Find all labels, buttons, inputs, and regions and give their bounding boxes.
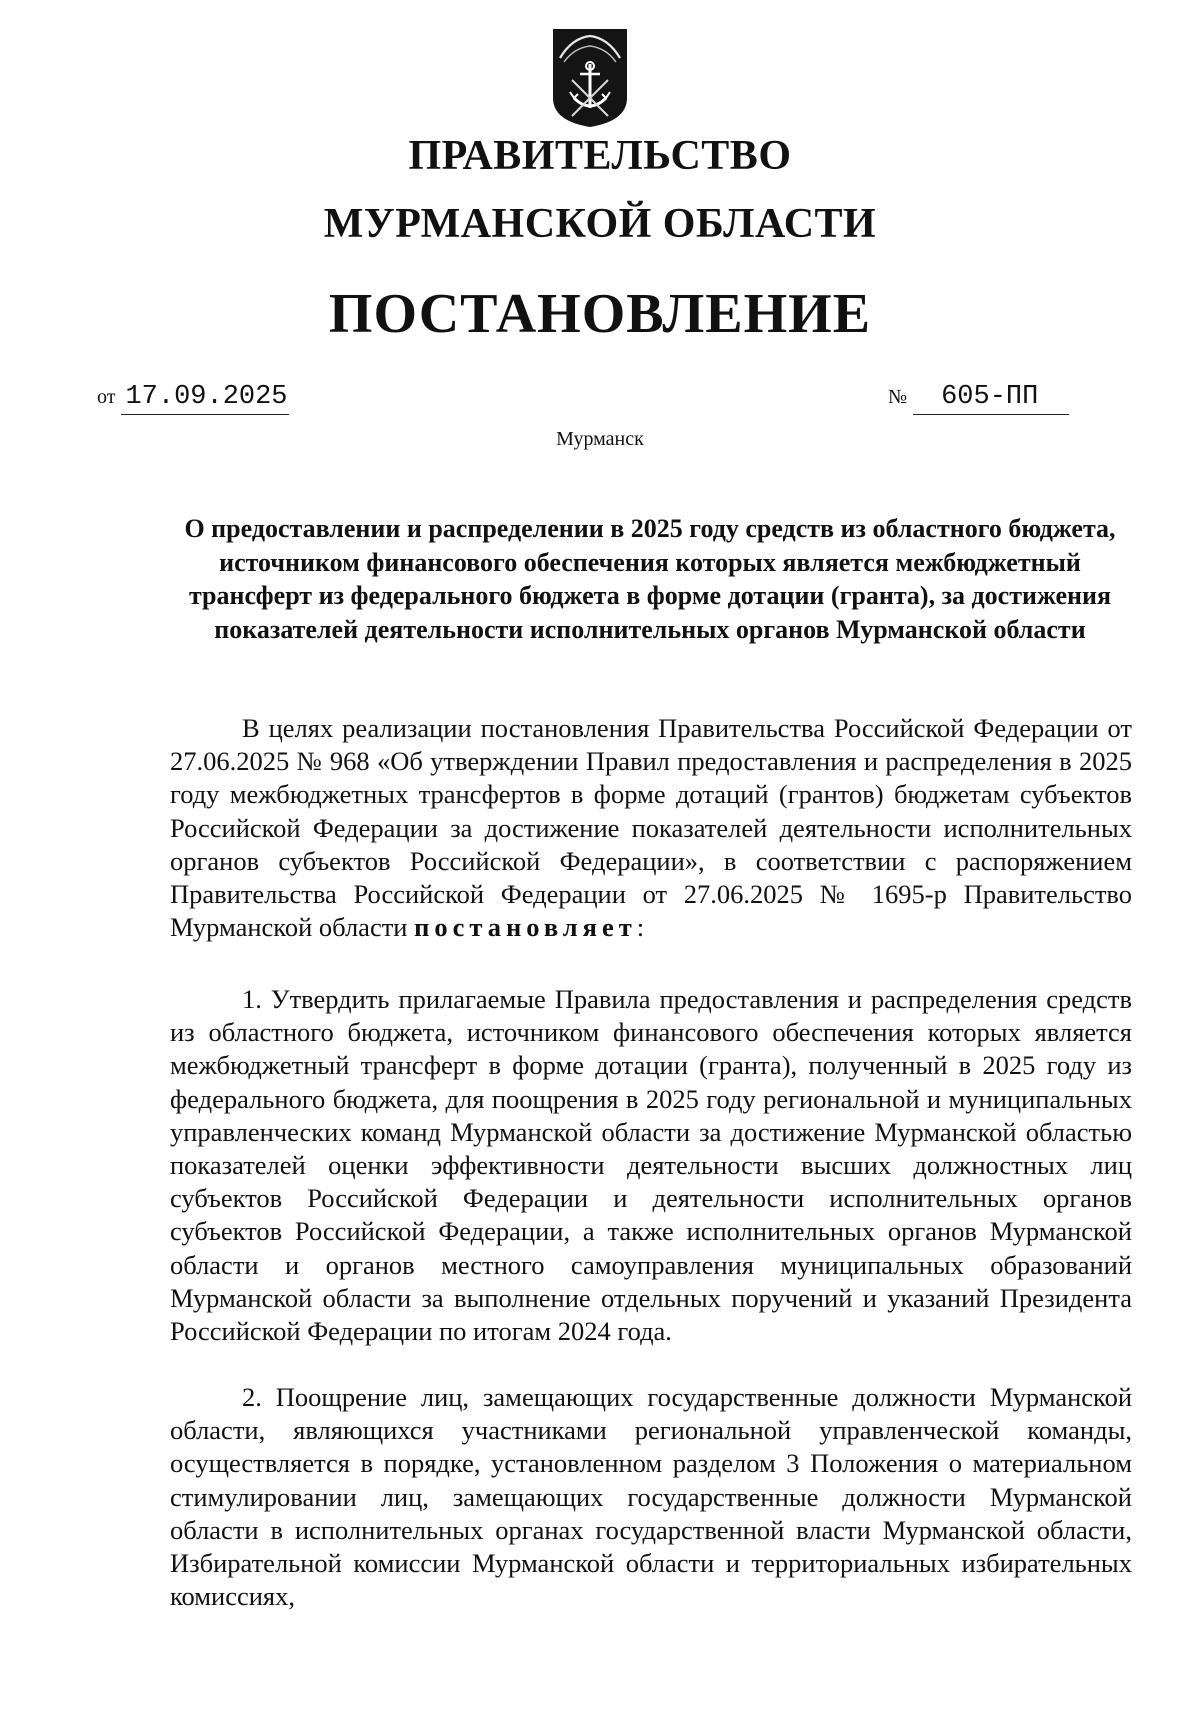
item-1-paragraph	[170, 983, 1132, 1348]
murmansk-coat-of-arms-icon	[552, 28, 628, 128]
document-type: ПОСТАНОВЛЕНИЕ	[328, 283, 872, 345]
date-prefix: от	[97, 386, 116, 408]
item-2-text: 2. Поощрение лиц, замещающих государственные должности Мурманской области, являющихся участниками региональной управленческой команды, осуществляется в порядке, установленном разделом 3 Положения о материальном стимулировании лиц, замещающих государственные должности Мурманской области в исполнительных органах государственной власти Мурманской области, Избирательной комиссии Мурманской области и территориальных избирательных комиссиях,	[170, 1382, 1132, 1612]
organization-name-line2: МУРМАНСКОЙ ОБЛАСТИ	[323, 201, 877, 247]
document-city: Мурманск	[556, 428, 644, 450]
organization-name-line1: ПРАВИТЕЛЬСТВО	[408, 133, 792, 179]
preamble-paragraph	[170, 712, 1132, 944]
number-prefix: №	[888, 386, 908, 408]
preamble-text: В целях реализации постановления Правительства Российской Федерации от 27.06.2025 № 968 «Об утверждении Правил предоставления и распределения в 2025 году межбюджетных трансфертов в форме дотаций (грантов) бюджетам субъектов Российской Федерации за достижение показателей деятельности исполнительных органов субъектов Российской Федерации», в соответствии с распоряжением Правительства Российской Федерации от 27.06.2025 № 1695-р Правительство Мурманской области	[170, 713, 1132, 943]
document-title: О предоставлении и распределении в 2025 году средств из областного бюджета, источником финансового обеспечения которых является межбюджетный трансферт из федерального бюджета в форме дотации (гранта), за достижения показателей деятельности исполнительных органов Мурманской области	[184, 514, 1116, 644]
item-2-paragraph	[170, 1381, 1132, 1613]
resolves-colon: :	[636, 912, 645, 943]
date-value: 17.09.2025	[121, 382, 289, 415]
resolves-word: постановляет	[414, 912, 637, 943]
number-value: 605-ПП	[913, 382, 1069, 415]
document-number	[888, 382, 1069, 415]
document-date	[97, 382, 289, 415]
item-1-text: 1. Утвердить прилагаемые Правила предоставления и распределения средств из областного бюджета, источником финансового обеспечения которых является межбюджетный трансферт в форме дотации (гранта), полученный в 2025 году из федерального бюджета, для поощрения в 2025 году региональной и муниципальных управленческих команд Мурманской области за достижение Мурманской областью показателей оценки эффективности деятельности высших должностных лиц субъектов Российской Федерации и деятельности исполнительных органов субъектов Российской Федерации, а также исполнительных органов Мурманской области и органов местного самоуправления муниципальных образований Мурманской области за выполнение отдельных поручений и указаний Президента Российской Федерации по итогам 2024 года.	[170, 984, 1132, 1347]
